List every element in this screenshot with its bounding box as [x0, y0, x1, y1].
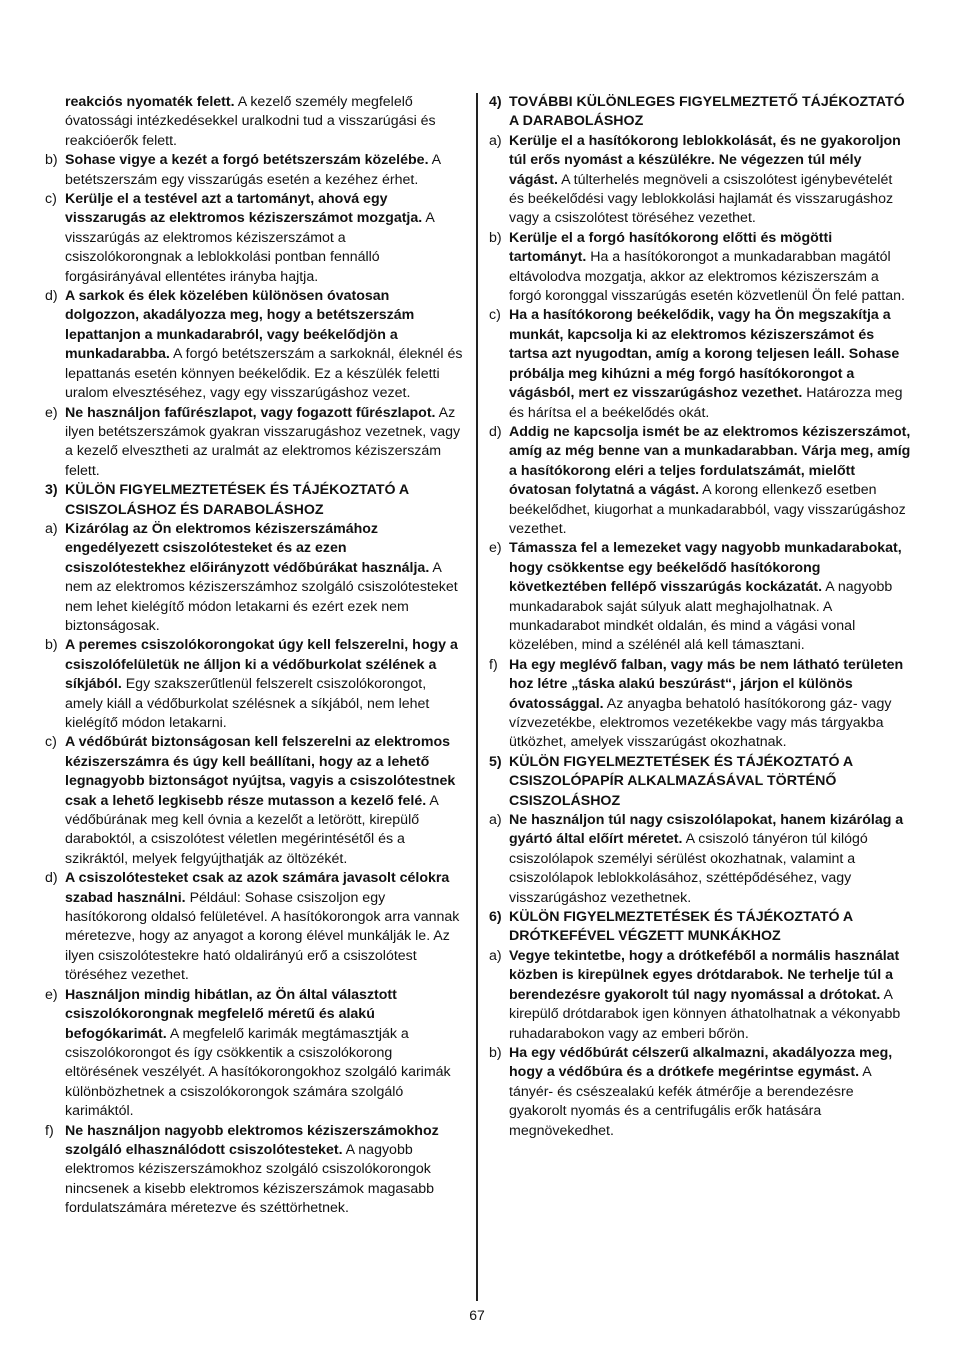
list-items-section-4 — [489, 132, 911, 753]
list-item-label: b) — [489, 229, 502, 246]
list-item — [45, 1122, 465, 1219]
list-item — [489, 811, 911, 908]
list-item — [489, 1044, 911, 1141]
list-items-left-a — [45, 151, 465, 481]
list-item-bold-text: Sohase vigye a kezét a forgó betétszerszám közelébe. — [65, 152, 429, 169]
list-item-bold-text: Kizárólag az Ön elektromos kéziszerszámához engedélyezett csiszolótesteket és az ezen csiszolótestekhez előirányzott védőbúrákat használja. — [65, 520, 430, 576]
page-number: 67 — [469, 1307, 485, 1323]
list-item-text: A tányér- és csészealakú kefék átmérője a berendezésre gyakorolt nyomás és a centrifugális erők hatására megnövekedhet. — [509, 1064, 871, 1139]
list-item-label: f) — [489, 656, 498, 673]
list-item-text: Ha a hasítókorongot a munkadarabban magától eltávolodva mozgatja, akkor az elektromos kéziszerszám a forgó koronggal visszarúgás esetén közvetlenül Ön felé pattan. — [509, 249, 905, 305]
list-item-text: A csiszoló tányéron túl kilógó csiszolólapok személyi sérülést okozhatnak, valamint a csiszolólapok leblokkolásához, széttépődéséhez, vagy visszarúgáshoz vezethetnek. — [509, 831, 868, 906]
list-item-text: A visszarúgás az elektromos kéziszerszámot a csiszolókorongnak a leblokkolási pontban fennálló forgásirányával ellentétes irányba hajtja. — [65, 210, 435, 285]
section-number: 4) — [489, 94, 502, 110]
list-item-bold-text: Addig ne kapcsolja ismét be az elektromos kéziszerszámot, amíg az még benne van a munkadarabban. Várja meg, amíg a hasítókorong eléri a teljes fordulatszámát, mielőtt óvatosan folytatná a vágást. — [509, 423, 911, 499]
list-item-label: c) — [489, 307, 501, 324]
list-item-text: Például: Sohase csiszoljon egy hasítókorong oldalsó felületével. A hasítókorongok arra vannak méretezve, hogy az anyagot a korong élével munkálják le. Az ilyen csiszolótestekre ható oldalirányú erő a csiszolótest töréséhez vezethet. — [65, 889, 460, 984]
section-number: 3) — [45, 482, 58, 499]
section-heading-4 — [489, 93, 911, 132]
list-item — [45, 869, 465, 985]
list-item-text: A nagyobb elektromos kéziszerszámokhoz szolgáló csiszolókorongok nincsenek a kisebb elektromos kéziszerszámok magasabb fordulatszámára méretezve és széttörhetnek. — [65, 1141, 435, 1217]
continuation-text: A kezelő személy megfelelő óvatossági intézkedésekkel uralkodni tud a visszarúgási és reakcióerők felett. — [65, 94, 436, 149]
list-items-section-5 — [489, 811, 911, 908]
list-item — [489, 306, 911, 422]
section-title: TOVÁBBI KÜLÖNLEGES FIGYELMEZTETŐ TÁJÉKOZTATÓ A DARABOLÁSHOZ — [509, 94, 905, 130]
left-column — [45, 93, 465, 1219]
section-heading-5 — [489, 753, 911, 811]
list-item-text: A megfelelő karimák megtámasztják a csiszolókorongot és így csökkentik a csiszolókorong eltörésének veszélyét. A hasítókorongokhoz szolgáló karimák különbözhetnek a csiszolókorongok számára szolgáló karimáktól. — [65, 1025, 451, 1120]
list-item-label: e) — [45, 986, 58, 1003]
continuation-paragraph — [45, 93, 465, 151]
list-item-label: a) — [45, 520, 58, 537]
list-item-bold-text: Kerülje el a testével azt a tartományt, ahová egy visszarugás az elektromos kéziszerszámot mozgatja. — [65, 191, 423, 227]
list-item-bold-text: Kerülje el a forgó hasítókorong előtti és mögötti tartományt. — [509, 229, 833, 266]
list-item-label: e) — [489, 540, 502, 557]
list-item — [45, 520, 465, 636]
list-item-label: b) — [45, 637, 58, 654]
list-item-text: Az anyagba behatoló hasítókorong gáz- vagy vízvezetékbe, elektromos vezetékekbe vagy más tárgyakba ütközhet, amelyek visszarúgást okozhatnak. — [509, 695, 892, 751]
list-item-bold-text: Ha egy meglévő falban, vagy más be nem látható területen hoz létre „táska alakú beszúrást“, járjon el különös óvatossággal. — [509, 656, 904, 712]
list-item — [489, 539, 911, 655]
list-item-bold-text: A védőbúrát biztonságosan kell felszerelni az elektromos kéziszerszámra és úgy kell beállítani, hogy az a lehető legnagyobb biztonságot nyújtsa, vagyis a csiszolótestnek csak a lehető legkisebb része mutasson a kezelő felé. — [65, 734, 456, 809]
list-item-bold-text: A csiszolótesteket csak az azok számára javasolt célokra szabad használni. — [65, 870, 450, 906]
list-item-label: c) — [45, 191, 57, 208]
list-item — [489, 656, 911, 753]
list-item — [45, 404, 465, 482]
list-item-text: Az ilyen betétszerszámok gyakran visszarugáshoz vezetnek, vagy a kezelő elvesztheti az uralmát az elektromos kéziszerszám felett. — [65, 404, 461, 479]
list-item — [489, 132, 911, 229]
list-item-label: d) — [489, 423, 502, 440]
list-item-text: A forgó betétszerszám a sarkoknál, éleknél és lepattanás esetén könnyen beékelődik. Ez a készülék feletti uralom elvesztéséhez, vagy egy visszarúgáshoz vezet. — [65, 346, 463, 402]
list-item-bold-text: Támassza fel a lemezeket vagy nagyobb munkadarabokat, hogy csökkentse egy beékelődő hasítókorong következtében fellépő visszarúgás kockázatát. — [509, 540, 902, 596]
list-item-label: c) — [45, 734, 57, 751]
list-item-text: A nem az elektromos kéziszerszámhoz szolgáló csiszolótesteket nem lehet kielégítő módon letakarni és ezért ezek nem biztonságosak. — [65, 559, 458, 634]
list-item — [45, 190, 465, 287]
list-items-section-6 — [489, 947, 911, 1141]
list-item-text: Határozza meg és hárítsa el a beékelődés okát. — [509, 385, 903, 421]
list-item-label: d) — [45, 870, 58, 887]
continuation-bold: reakciós nyomaték felett. — [65, 94, 235, 110]
list-item — [45, 733, 465, 869]
list-item-text: A betétszerszám egy visszarúgás esetén a kezéhez érhet. — [65, 152, 441, 188]
list-item-bold-text: Használjon mindig hibátlan, az Ön által választott csiszolókorongnak megfelelő méretű és alakú befogókarimát. — [65, 986, 397, 1042]
list-item-text: A védőbúrának meg kell óvnia a kezelőt a letörött, kirepülő daraboktól, a csiszolótest véletlen megérintésétől és a szikráktól, melyek felgyújthatják az öltözékét. — [65, 792, 439, 867]
list-item — [45, 986, 465, 1122]
list-item-text: A korong ellenkező esetben beékelődhet, kiugorhat a munkadarabból, vagy visszarúgáshoz vezethet. — [509, 482, 906, 537]
list-item-label: a) — [489, 947, 502, 964]
section-heading-3 — [45, 481, 465, 520]
section-title: KÜLÖN FIGYELMEZTETÉSEK ÉS TÁJÉKOZTATÓ A CSISZOLÓPAPÍR ALKALMAZÁSÁVAL TÖRTÉNŐ CSISZOLÁSHOZ — [509, 753, 853, 809]
section-number: 6) — [489, 909, 502, 926]
list-item-label: e) — [45, 404, 58, 421]
list-item-bold-text: Ne használjon túl nagy csiszolólapokat, hanem kizárólag a gyártó által előírt méretet. — [509, 812, 904, 848]
list-item — [45, 636, 465, 733]
column-divider — [476, 93, 478, 1301]
list-item-text: Egy szakszerűtlenül felszerelt csiszolókorongot, amely kiáll a védőburkolat szélésnek a síkjából, nem lehet kielégítő módon letakarni. — [65, 676, 430, 731]
list-item-text: A kirepülő drótdarabok igen könnyen áthatolhatnak a vékonyabb ruhadarabokon vagy az emberi bőrön. — [509, 986, 901, 1042]
list-item — [489, 229, 911, 307]
list-item-text: A túlterhelés megnöveli a csiszolótest igénybevételét és beékelődési vagy leblokkolási hajlamát és visszarugáshoz vagy a csiszolótest töréséhez vezethet. — [509, 171, 894, 227]
list-item-bold-text: Ha egy védőbúrát célszerű alkalmazni, akadályozza meg, hogy a védőbúra és a drótkefe megérintse egymást. — [509, 1044, 893, 1081]
list-item-label: f) — [45, 1122, 54, 1139]
list-item-bold-text: A sarkok és élek közelében különösen óvatosan dolgozzon, akadályozza meg, hogy a betétszerszám lepattanjon a munkadarabról, vagy beékelődjön a munkadarabba. — [65, 288, 415, 363]
section-title: KÜLÖN FIGYELMEZTETÉSEK ÉS TÁJÉKOZTATÓ A CSISZOLÁSHOZ ÉS DARABOLÁSHOZ — [65, 482, 409, 518]
right-column — [489, 93, 911, 1141]
list-item-bold-text: Kerülje el a hasítókorong leblokkolását, és ne gyakoroljon túl erős nyomást a készülékre. Ne végezzen túl mély vágást. — [509, 132, 901, 188]
list-item-label: b) — [489, 1044, 502, 1061]
section-heading-6 — [489, 908, 911, 947]
list-items-left-b — [45, 520, 465, 1219]
list-item — [489, 423, 911, 539]
list-item-bold-text: A peremes csiszolókorongokat úgy kell felszerelni, hogy a csiszolófelületük ne álljon ki a védőburkolat szélének a síkjából. — [65, 637, 458, 693]
section-title: KÜLÖN FIGYELMEZTETÉSEK ÉS TÁJÉKOZTATÓ A DRÓTKEFÉVEL VÉGZETT MUNKÁKHOZ — [509, 909, 853, 945]
list-item-text: A nagyobb munkadarabok saját súlyuk alatt meghajolhatnak. A munkadarabot mindkét oldalán, és mind a vágási vonal közelében, mind a szélénél alá kell támasztani. — [509, 579, 893, 654]
list-item — [45, 287, 465, 403]
list-item — [45, 151, 465, 190]
list-item-bold-text: Ne használjon fafűrészlapot, vagy fogazott fűrészlapot. — [65, 404, 436, 421]
list-item-label: b) — [45, 152, 58, 169]
list-item-label: d) — [45, 288, 58, 305]
list-item — [489, 947, 911, 1044]
list-item-bold-text: Ha a hasítókorong beékelődik, vagy ha Ön megszakítja a munkát, kapcsolja ki az elektromos kéziszerszámot és tartsa azt nyugodtan, amíg a korong teljesen leáll. Sohase próbálja meg kihúzni a még forgó hasítókorongot a vágásból, mert ez visszarúgáshoz vezethet. — [509, 307, 900, 402]
list-item-label: a) — [489, 812, 502, 829]
list-item-bold-text: Vegye tekintetbe, hogy a drótkeféből a normális használat közben is kirepülnek egyes drótdarabok. Ne terhelje túl a berendezésre gyakorolt túl nagy nyomással a drótokat. — [509, 947, 900, 1003]
list-item-bold-text: Ne használjon nagyobb elektromos kéziszerszámokhoz szolgáló elhasználódott csiszolótesteket. — [65, 1122, 439, 1158]
list-item-label: a) — [489, 132, 502, 149]
section-number: 5) — [489, 753, 502, 770]
